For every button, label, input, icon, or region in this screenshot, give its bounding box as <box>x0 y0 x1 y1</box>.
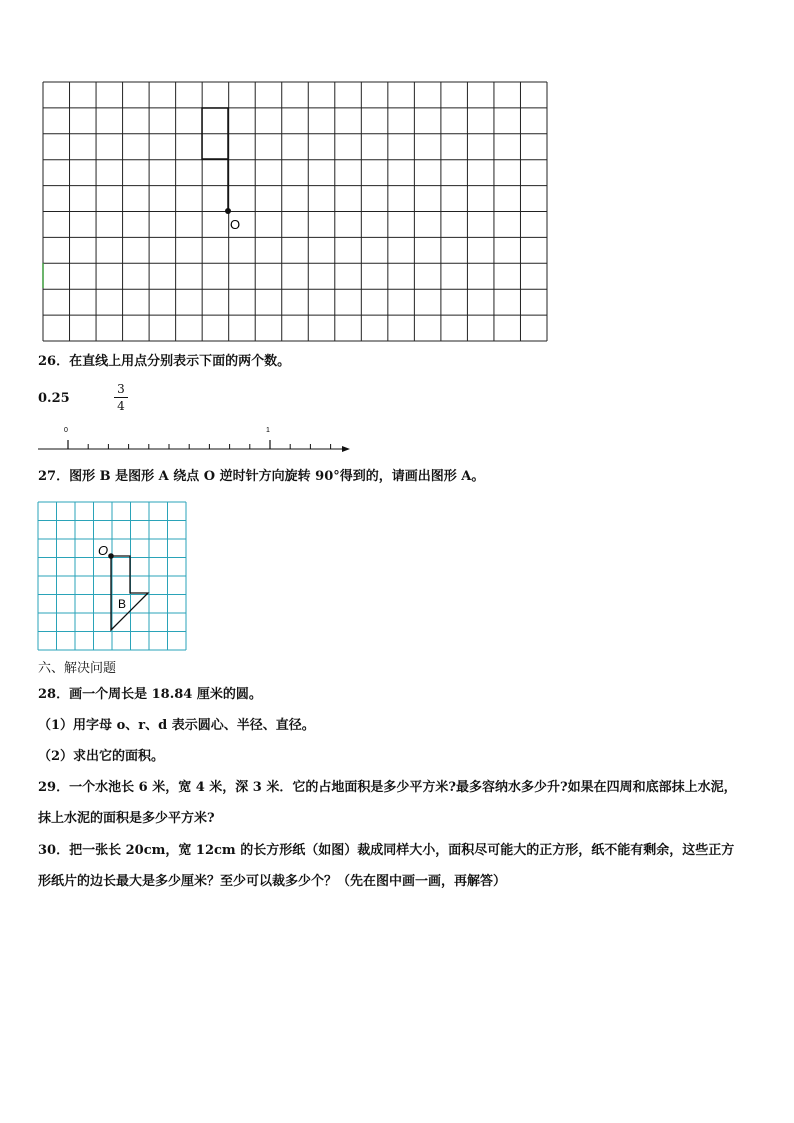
point-o-b <box>108 553 114 559</box>
grid-lines <box>43 82 547 341</box>
rotation-grid-b <box>36 500 188 652</box>
question-27: 27．图形 B 是图形 A 绕点 O 逆时针方向旋转 90°得到的，请画出图形 A。 <box>38 469 485 484</box>
question-28-part-1: （1）用字母 o、r、d 表示圆心、半径、直径。 <box>38 718 315 733</box>
question-28: 28．画一个周长是 18.84 厘米的圆。 <box>38 687 262 702</box>
question-26: 26．在直线上用点分别表示下面的两个数。 <box>38 354 291 369</box>
tick-label-0: 0 <box>64 427 68 434</box>
point-o-label: O <box>230 217 241 232</box>
number-line <box>36 420 356 460</box>
question-30-line-2: 形纸片的边长最大是多少厘米？至少可以裁多少个？（先在图中画一画，再解答） <box>38 874 507 889</box>
fraction-bar <box>114 397 128 398</box>
rotation-grid <box>40 80 550 342</box>
shape-b-label: B <box>118 597 127 611</box>
question-30-line-1: 30．把一张长 20cm，宽 12cm 的长方形纸（如图）裁成同样大小，面积尽可能大的正方形，纸不能有剩余，这些正方 <box>38 843 735 858</box>
question-29-line-2: 抹上水泥的面积是多少平方米? <box>38 811 215 826</box>
point-o <box>225 208 231 214</box>
fraction-numerator: 3 <box>117 382 125 396</box>
question-28-part-2: （2）求出它的面积。 <box>38 749 165 764</box>
tick-label-1: 1 <box>266 427 270 434</box>
shape-b <box>111 556 148 630</box>
question-29-line-1: 29．一个水池长 6 米，宽 4 米，深 3 米．它的占地面积是多少平方米?最多容纳水多少升?如果在四周和底部抹上水泥， <box>38 780 737 795</box>
point-o-b-label: O <box>98 543 109 558</box>
fraction-3-4 <box>114 382 128 413</box>
number-0-25: 0.25 <box>38 391 70 406</box>
fraction-denominator: 4 <box>117 399 125 413</box>
arrow-icon <box>342 446 350 452</box>
section-title: 六、解决问题 <box>38 661 117 676</box>
